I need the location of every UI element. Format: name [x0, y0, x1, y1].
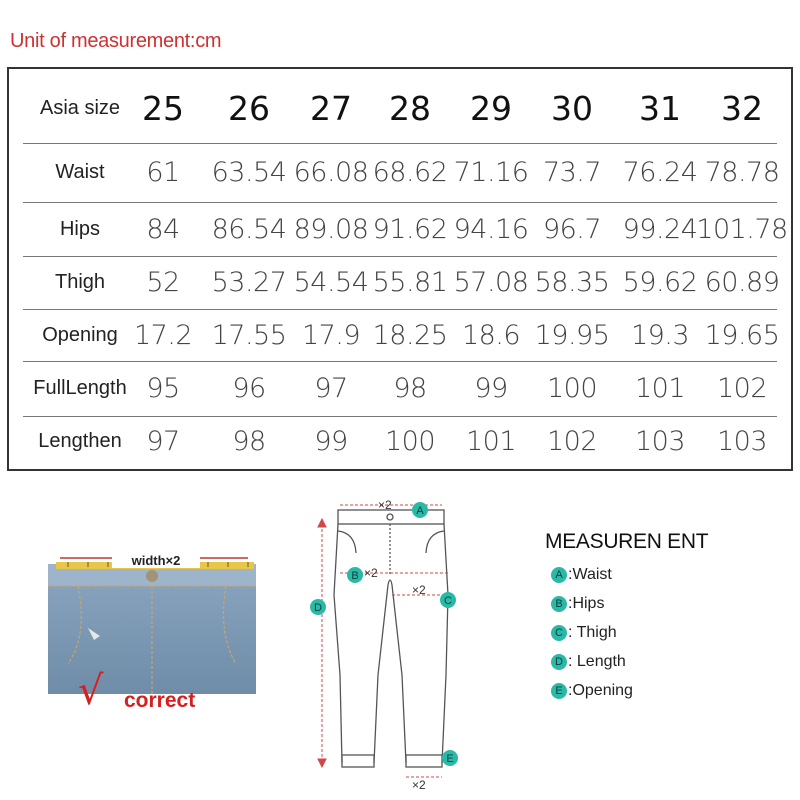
- legend-badge: C: [551, 625, 567, 641]
- table-cell: 57.08: [453, 267, 529, 298]
- legend-item: [551, 682, 771, 700]
- jeans-measurement-diagram: [300, 495, 470, 795]
- legend-badge: A: [551, 567, 567, 583]
- size-table: [7, 67, 793, 471]
- table-cell: 100: [546, 373, 598, 404]
- table-cell: 73.7: [542, 157, 602, 188]
- table-cell: 17.55: [211, 319, 287, 351]
- table-cell: 96: [232, 373, 266, 404]
- legend-text: :Opening: [568, 682, 633, 699]
- table-cell: 76.24: [622, 157, 698, 188]
- table-cell: 18.6: [461, 319, 521, 351]
- table-cell: 63.54: [211, 157, 287, 188]
- table-cell: 101.78: [696, 213, 788, 245]
- table-cell: 66.08: [293, 157, 369, 188]
- table-cell: 86.54: [211, 213, 287, 245]
- table-cell: 100: [384, 426, 436, 457]
- unit-note: Unit of measurement:cm: [10, 30, 222, 52]
- legend-badge: B: [551, 596, 567, 612]
- table-cell: 102: [546, 426, 598, 457]
- table-cell: 94.16: [453, 213, 529, 245]
- marker-b: B: [351, 570, 359, 582]
- legend-text: : Thigh: [568, 624, 617, 641]
- row-label: Lengthen: [38, 430, 122, 452]
- table-row: [23, 309, 780, 362]
- table-cell: 68.62: [372, 157, 448, 188]
- legend-text: :Waist: [568, 566, 612, 583]
- table-cell: 97: [146, 426, 180, 457]
- table-cell: 60.89: [704, 267, 780, 298]
- table-cell: 96.7: [542, 213, 602, 245]
- table-cell: 59.62: [622, 267, 698, 298]
- table-cell: 55.81: [372, 267, 448, 298]
- size-header-cell: 30: [551, 89, 593, 128]
- table-cell: 17.2: [133, 319, 193, 351]
- marker-a: A: [416, 505, 424, 517]
- table-cell: 18.25: [372, 319, 448, 351]
- legend-item: [551, 624, 771, 642]
- table-cell: 99.24: [622, 213, 698, 245]
- times-two-b: ×2: [364, 566, 378, 580]
- table-cell: 99: [474, 373, 508, 404]
- table-cell: 101: [634, 373, 686, 404]
- table-row: [23, 361, 777, 417]
- measurement-title: MEASUREN ENT: [545, 530, 709, 553]
- table-cell: 78.78: [704, 157, 780, 188]
- table-cell: 53.27: [211, 267, 287, 298]
- table-cell: 84: [146, 213, 180, 245]
- table-cell: 102: [716, 373, 768, 404]
- table-header-row: [23, 74, 777, 144]
- legend-badge: D: [551, 654, 567, 670]
- legend-item: [551, 595, 771, 613]
- width-label: width×2: [131, 553, 181, 568]
- table-cell: 17.9: [301, 319, 361, 351]
- table-row: [23, 202, 788, 257]
- table-cell: 98: [393, 373, 427, 404]
- check-mark-icon: √: [78, 668, 104, 714]
- table-cell: 61: [146, 157, 180, 188]
- marker-c: C: [444, 595, 452, 607]
- size-header-cell: 32: [721, 89, 763, 128]
- table-cell: 103: [634, 426, 686, 457]
- table-cell: 101: [465, 426, 517, 457]
- size-header-cell: 26: [228, 89, 270, 128]
- size-header-cell: 25: [142, 89, 184, 128]
- table-row: [23, 143, 780, 203]
- row-label: FullLength: [33, 377, 127, 399]
- table-cell: 97: [314, 373, 348, 404]
- table-cell: 54.54: [293, 267, 369, 298]
- times-two-a: ×2: [378, 498, 392, 512]
- table-cell: 19.65: [704, 319, 780, 351]
- size-header-cell: 27: [310, 89, 352, 128]
- table-cell: 19.95: [534, 319, 610, 351]
- row-label: Waist: [55, 161, 105, 183]
- row-label: Thigh: [54, 271, 106, 293]
- size-header-cell: 28: [389, 89, 431, 128]
- table-cell: 91.62: [372, 213, 448, 245]
- legend-badge: E: [551, 683, 567, 699]
- table-cell: 95: [146, 373, 180, 404]
- table-cell: 103: [716, 426, 768, 457]
- times-two-c: ×2: [412, 583, 426, 597]
- table-cell: 52: [146, 267, 180, 298]
- row-label: Opening: [42, 323, 118, 346]
- row-label: Hips: [59, 217, 100, 240]
- table-row: [23, 256, 780, 310]
- table-cell: 98: [232, 426, 266, 457]
- legend-text: : Length: [568, 653, 626, 670]
- times-two-e: ×2: [412, 778, 426, 792]
- legend-item: [551, 653, 771, 671]
- table-cell: 58.35: [534, 267, 610, 298]
- table-cell: 19.3: [630, 319, 690, 351]
- table-cell: 99: [314, 426, 348, 457]
- table-cell: 71.16: [453, 157, 529, 188]
- table-cell: 89.08: [293, 213, 369, 245]
- row-label: Asia size: [39, 97, 121, 119]
- legend-text: :Hips: [568, 595, 605, 612]
- marker-e: E: [446, 753, 454, 765]
- size-header-cell: 29: [470, 89, 512, 128]
- correct-label: correct: [124, 689, 196, 712]
- legend-item: [551, 566, 771, 584]
- marker-d: D: [314, 602, 322, 614]
- table-row: [23, 416, 777, 467]
- size-header-cell: 31: [639, 89, 681, 128]
